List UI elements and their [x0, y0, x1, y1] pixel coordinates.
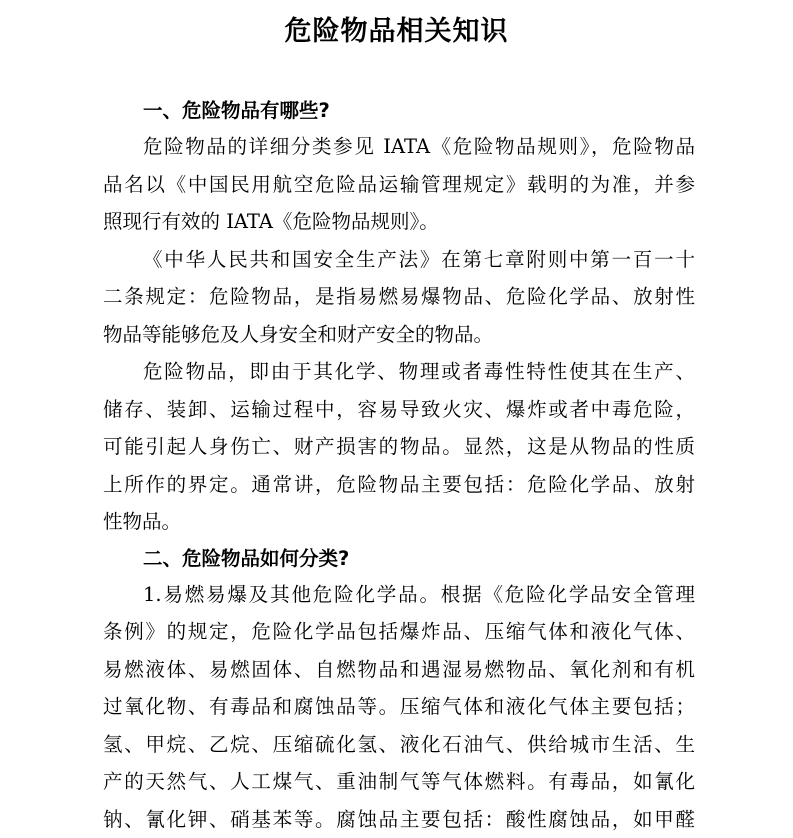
section-heading: 二、危险物品如何分类?	[103, 541, 695, 576]
paragraph-line: 物品等能够危及人身安全和财产安全的物品。	[103, 316, 695, 354]
section-heading: 一、危险物品有哪些?	[103, 93, 695, 128]
paragraph-line: 氢、甲烷、乙烷、压缩硫化氢、液化石油气、供给城市生活、生	[103, 726, 695, 764]
document-body	[103, 93, 695, 838]
paragraph-line: 可能引起人身伤亡、财产损害的物品。显然，这是从物品的性质	[103, 428, 695, 466]
paragraph-line: 过氧化物、有毒品和腐蚀品等。压缩气体和液化气体主要包括；	[103, 688, 695, 726]
paragraph-line: 储存、装卸、运输过程中，容易导致火灾、爆炸或者中毒危险，	[103, 391, 695, 429]
paragraph-line: 1.易燃易爆及其他危险化学品。根据《危险化学品安全管理	[103, 576, 695, 614]
paragraph-line: 钠、氰化钾、硝基苯等。腐蚀品主要包括：酸性腐蚀品，如甲醛	[103, 801, 695, 838]
paragraph-line: 危险物品，即由于其化学、物理或者毒性特性使其在生产、	[103, 353, 695, 391]
paragraph	[103, 241, 695, 354]
paragraph	[103, 576, 695, 838]
paragraph-line: 性物品。	[103, 503, 695, 541]
paragraph-line: 品名以《中国民用航空危险品运输管理规定》载明的为准，并参	[103, 166, 695, 204]
paragraph-line: 产的天然气、人工煤气、重油制气等气体燃料。有毒品，如氰化	[103, 763, 695, 801]
paragraph-line: 照现行有效的 IATA《危险物品规则》。	[103, 203, 695, 241]
paragraph-line: 《中华人民共和国安全生产法》在第七章附则中第一百一十	[103, 241, 695, 279]
paragraph-line: 二条规定：危险物品，是指易燃易爆物品、危险化学品、放射性	[103, 278, 695, 316]
document-title: 危险物品相关知识	[0, 12, 793, 52]
paragraph-line: 易燃液体、易燃固体、自燃物品和遇湿易燃物品、氧化剂和有机	[103, 651, 695, 689]
paragraph-line: 上所作的界定。通常讲，危险物品主要包括：危险化学品、放射	[103, 466, 695, 504]
paragraph	[103, 128, 695, 241]
paragraph	[103, 353, 695, 541]
paragraph-line: 危险物品的详细分类参见 IATA《危险物品规则》，危险物品	[103, 128, 695, 166]
paragraph-line: 条例》的规定，危险化学品包括爆炸品、压缩气体和液化气体、	[103, 613, 695, 651]
